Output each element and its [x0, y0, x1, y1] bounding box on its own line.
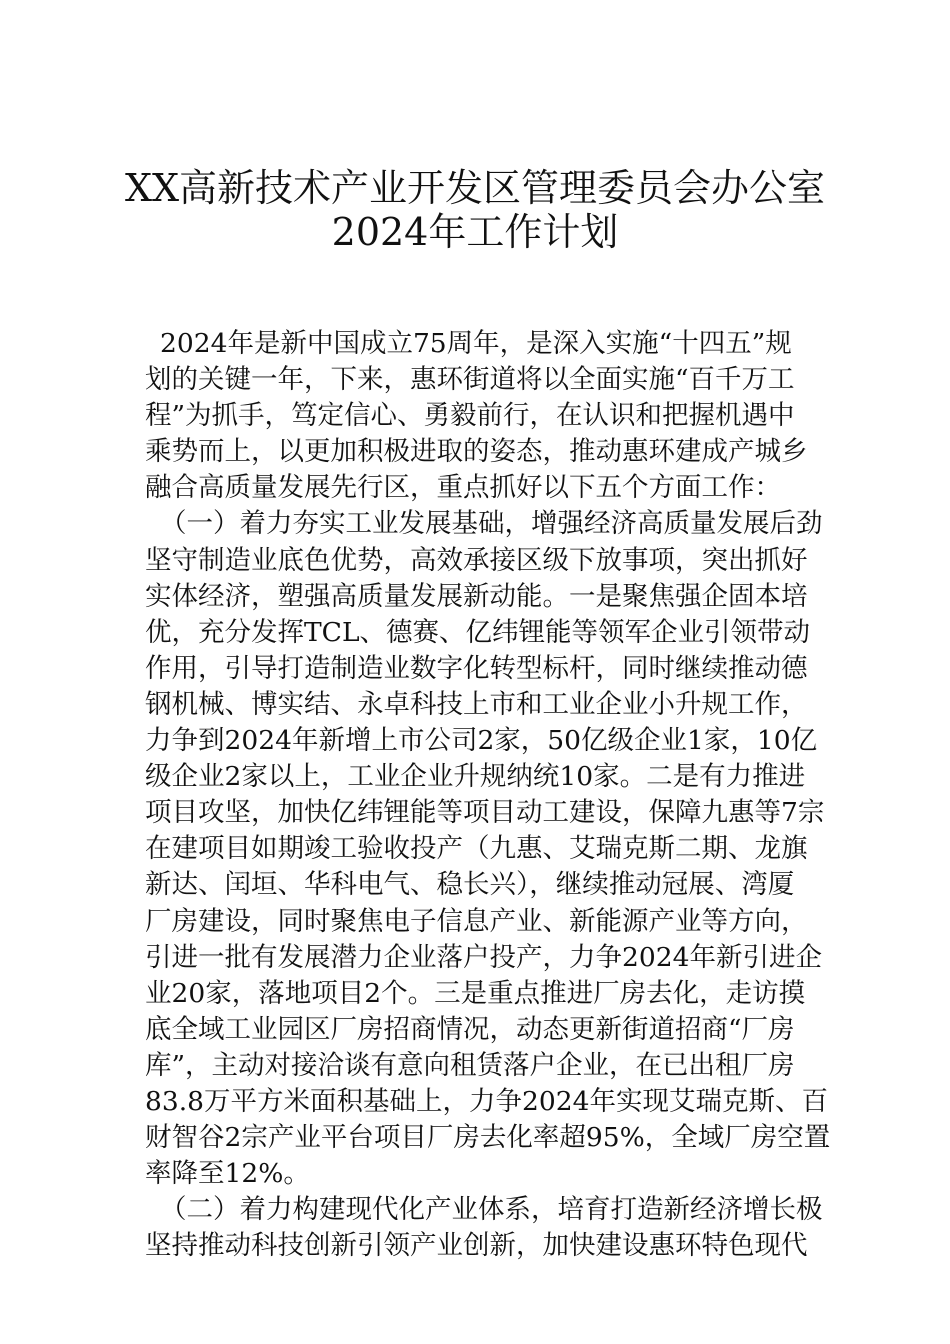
text-line: 在建项目如期竣工验收投产（九惠、艾瑞克斯二期、龙旗	[145, 833, 808, 865]
text-line: 项目攻坚，加快亿纬锂能等项目动工建设，保障九惠等7宗	[145, 797, 825, 829]
document-title-line-1: XX高新技术产业开发区管理委员会办公室	[124, 166, 826, 210]
text-line: 融合高质量发展先行区，重点抓好以下五个方面工作：	[145, 472, 781, 504]
text-line: 乘势而上，以更加积极进取的姿态，推动惠环建成产城乡	[145, 436, 808, 468]
text-line: 坚守制造业底色优势，高效承接区级下放事项，突出抓好	[145, 544, 808, 576]
text-line: （二）着力构建现代化产业体系，培育打造新经济增长极	[160, 1194, 823, 1226]
text-line: 作用，引导打造制造业数字化转型标杆，同时继续推动德	[145, 652, 808, 684]
text-line: 财智谷2宗产业平台项目厂房去化率超95%，全域厂房空置	[145, 1122, 831, 1154]
text-line: 程”为抓手，笃定信心、勇毅前行，在认识和把握机遇中	[145, 400, 795, 432]
text-line: 力争到2024年新增上市公司2家，50亿级企业1家，10亿	[145, 725, 818, 757]
text-line: 引进一批有发展潜力企业落户投产，力争2024年新引进企	[145, 941, 822, 973]
text-line: 新达、闰垣、华科电气、稳长兴），继续推动冠展、湾厦	[145, 869, 795, 901]
text-line: 厂房建设，同时聚焦电子信息产业、新能源产业等方向，	[145, 905, 808, 937]
text-line: 2024年是新中国成立75周年，是深入实施“十四五”规	[160, 328, 792, 359]
document-body	[145, 326, 831, 1264]
text-line: 划的关键一年，下来，惠环街道将以全面实施“百千万工	[145, 364, 795, 396]
text-line: 库”，主动对接洽谈有意向租赁落户企业，在已出租厂房	[145, 1049, 795, 1081]
text-line: 底全域工业园区厂房招商情况，动态更新街道招商“厂房	[145, 1013, 795, 1045]
paragraph-intro	[145, 326, 810, 506]
text-line: 坚持推动科技创新引领产业创新，加快建设惠环特色现代	[145, 1230, 808, 1262]
text-line: 实体经济，塑强高质量发展新动能。一是聚焦强企固本培	[145, 580, 808, 612]
text-line: （一）着力夯实工业发展基础，增强经济高质量发展后劲	[160, 508, 823, 540]
text-line: 级企业2家以上，工业企业升规纳统10家。二是有力推进	[145, 761, 806, 793]
text-line: 率降至12%。	[145, 1158, 310, 1190]
paragraph-section-1	[145, 506, 831, 1192]
text-line: 钢机械、博实结、永卓科技上市和工业企业小升规工作，	[145, 688, 808, 720]
text-line: 优，充分发挥TCL、德赛、亿纬锂能等领军企业引领带动	[145, 616, 811, 648]
paragraph-section-2	[145, 1192, 823, 1264]
text-line: 业20家，落地项目2个。三是重点推进厂房去化，走访摸	[145, 977, 806, 1009]
text-line: 83.8万平方米面积基础上，力争2024年实现艾瑞克斯、百	[145, 1085, 828, 1117]
document-title-line-2: 2024年工作计划	[331, 210, 619, 254]
